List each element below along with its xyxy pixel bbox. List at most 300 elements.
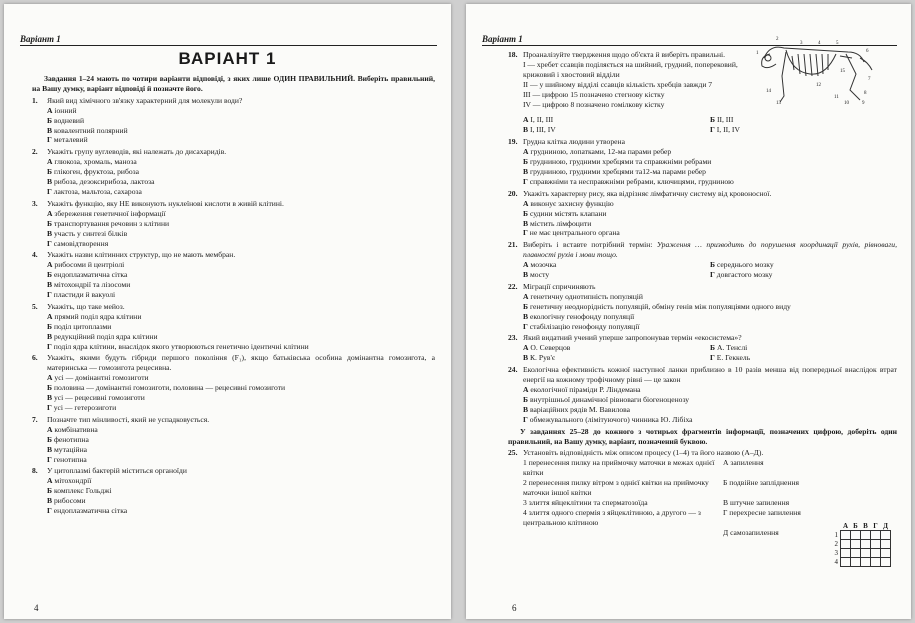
answer-cell[interactable] — [861, 540, 871, 549]
option-text: поділ ядра клітини, внаслідок якого утворюються генетично ідентичні клітини — [53, 341, 309, 351]
answer-cell[interactable] — [861, 549, 871, 558]
question-number: 24. — [508, 365, 518, 375]
option-text: генетичну однотипність популяцій — [530, 291, 643, 301]
option-text: мітохондрії та лізосоми — [53, 280, 131, 290]
option-letter: В — [523, 311, 529, 321]
answer-option[interactable] — [32, 476, 435, 486]
matching-item-right: Б подвійне запліднення — [723, 478, 800, 488]
option-letter: Г — [710, 353, 715, 363]
matching-item-left: 4 злиття одного спермія з яйцеклітиною, а другого — з центральною клітиною — [523, 507, 701, 527]
svg-text:1: 1 — [756, 51, 759, 56]
answer-cell[interactable] — [841, 531, 851, 540]
option-text: варіаційних рядів М. Вавилова — [529, 404, 631, 414]
answer-option[interactable] — [32, 332, 435, 342]
option-letter: Г — [710, 270, 715, 280]
answer-option[interactable] — [508, 167, 897, 177]
question-number: 7. — [32, 414, 38, 424]
answer-option[interactable] — [508, 415, 897, 425]
statement: I — хребет ссавців поділяється на шийний, грудний, поперековий, крижовий і хвостовий відділи — [523, 59, 738, 79]
option-letter: А — [47, 424, 53, 434]
grid-column-label: Г — [873, 522, 878, 530]
answer-option[interactable] — [32, 445, 435, 455]
option-letter: Б — [523, 157, 529, 167]
option-text: К. Рув'є — [529, 353, 556, 363]
option-letter: Г — [47, 454, 52, 464]
option-letter: В — [523, 353, 529, 363]
option-text: усі — домінантні гомозиготи — [54, 373, 149, 383]
answer-option[interactable] — [32, 229, 435, 239]
option-text: грудниною, лопатками, 12-ма парами ребер — [530, 147, 672, 157]
option-text: I, II, III — [530, 115, 554, 125]
option-text: збереження генетичної інформації — [54, 208, 166, 218]
question-text-row — [32, 353, 435, 373]
answer-option[interactable] — [32, 260, 435, 270]
question-text: Який видатний учений уперше запропонував термін «екосистема»? — [523, 333, 742, 343]
option-letter: А — [47, 208, 53, 218]
option-letter: А — [523, 291, 529, 301]
option-letter: А — [47, 311, 53, 321]
option-letter: В — [47, 177, 53, 187]
matching-item-left: 3 злиття яйцеклітини та сперматозоїда — [523, 497, 648, 507]
answer-option[interactable] — [32, 270, 435, 280]
option-text: Е. Геккель — [716, 353, 751, 363]
right-column — [508, 50, 897, 540]
answer-cell[interactable] — [861, 531, 871, 540]
option-letter: А — [523, 343, 529, 353]
option-text: глюкоза, хромаль, манoза — [54, 157, 137, 167]
option-text: металевий — [53, 135, 88, 145]
option-letter: А — [47, 260, 53, 270]
answer-option[interactable] — [32, 496, 435, 506]
option-letter: А — [47, 105, 53, 115]
option-text: мозочка — [530, 260, 557, 270]
option-letter: А — [523, 147, 529, 157]
answer-cell[interactable] — [871, 531, 881, 540]
question — [508, 50, 897, 135]
option-text: I, II, IV — [716, 125, 740, 135]
option-text: поділ цитоплазми — [53, 321, 112, 331]
grid-column-label: А — [842, 522, 849, 530]
matching-item-right: Г перехресне запилення — [723, 507, 801, 517]
svg-text:11: 11 — [834, 95, 839, 100]
option-text: фенотипна — [53, 434, 89, 444]
question-text-row — [508, 282, 897, 292]
option-letter: В — [523, 270, 529, 280]
answer-option[interactable] — [32, 177, 435, 187]
question-text-row — [32, 415, 435, 425]
question — [32, 415, 435, 465]
option-letter: Г — [523, 176, 528, 186]
answer-option[interactable] — [32, 167, 435, 177]
answer-cell[interactable] — [861, 558, 871, 567]
option-letter: В — [523, 218, 529, 228]
svg-text:2: 2 — [776, 37, 779, 42]
matching-item-left: 2 перенесення пилку вітром з однієї квітки на приймочку маточки іншої квітки — [523, 478, 709, 498]
question — [508, 240, 897, 280]
option-text: містить лімфоцити — [529, 218, 592, 228]
answer-option[interactable] — [508, 395, 897, 405]
question-number: 8. — [32, 466, 38, 476]
option-text: усі — рецесивні гомозиготи — [53, 393, 145, 403]
question — [508, 365, 897, 424]
answer-option[interactable] — [32, 312, 435, 322]
option-letter: В — [47, 393, 53, 403]
option-text: не має центрального органа — [529, 228, 620, 238]
grid-row-label: 4 — [834, 558, 838, 566]
option-text: II, III — [716, 115, 734, 125]
option-text: комбінативна — [54, 424, 98, 434]
question-text: Укажіть характерну рису, яка відрізняє лімфатичну систему від кровоносної. — [523, 188, 772, 198]
option-text: екологічну генофонду популяції — [529, 311, 635, 321]
answer-grid — [830, 522, 891, 567]
question — [508, 333, 897, 363]
answer-option[interactable] — [523, 343, 710, 353]
option-letter: Г — [523, 321, 528, 331]
answer-cell[interactable] — [871, 558, 881, 567]
answer-option[interactable] — [32, 383, 435, 393]
question — [32, 250, 435, 300]
answer-cell[interactable] — [851, 549, 861, 558]
question-number: 20. — [508, 188, 518, 198]
question-text-row — [508, 333, 897, 343]
option-text: водневий — [53, 115, 85, 125]
question-text: Який вид хімічного зв'язку характерний для молекули води? — [47, 95, 243, 105]
question-text-row — [508, 189, 897, 199]
option-letter: А — [47, 476, 53, 486]
option-text: грудниною, грудними хребцями та справжніми ребрами — [529, 157, 712, 167]
answer-cell[interactable] — [881, 540, 891, 549]
answer-option[interactable] — [32, 126, 435, 136]
option-letter: В — [47, 331, 53, 341]
option-text: рибосоми — [53, 496, 86, 506]
question-text: Міграції спричиняють — [523, 281, 596, 291]
answer-option[interactable] — [32, 280, 435, 290]
answer-option[interactable] — [508, 199, 897, 209]
answer-option[interactable] — [508, 219, 897, 229]
option-text: обмежувального (лімітуючого) чинника Ю. Лібіха — [529, 414, 693, 424]
question-text-row — [508, 137, 897, 147]
answer-option[interactable] — [710, 353, 897, 363]
answer-option[interactable] — [523, 260, 710, 270]
option-letter: В — [47, 125, 53, 135]
instructions: Завдання 1–24 мають по чотири варіанти відповіді, з яких лише ОДИН ПРАВИЛЬНИЙ. Виберіть правильний, на Вашу думку, варіант відповіді й позначте його. — [32, 74, 435, 93]
answer-option[interactable] — [32, 425, 435, 435]
answer-option[interactable] — [508, 228, 897, 238]
page-number: 6 — [512, 603, 517, 613]
question-number: 5. — [32, 301, 38, 311]
question-text: Екологічна ефективність кожної наступної ланки приблизно в 10 разів менша від попередньої внаслідок втрат енергії на кожному трофічному рівні — це закон — [523, 365, 897, 385]
option-letter: Г — [47, 290, 52, 300]
answer-option[interactable] — [710, 125, 897, 135]
grid-column-label: Д — [883, 522, 888, 530]
answer-option[interactable] — [523, 115, 710, 125]
answer-option[interactable] — [32, 403, 435, 413]
svg-text:5: 5 — [836, 41, 839, 46]
answer-option[interactable] — [32, 290, 435, 300]
page-title: ВАРІАНТ 1 — [178, 49, 277, 68]
option-letter: Б — [710, 343, 716, 353]
answer-option[interactable] — [710, 260, 897, 270]
answer-options — [508, 343, 897, 363]
question-number: 22. — [508, 281, 518, 291]
statement: IV — цифрою 8 позначено гомілкову кістку — [523, 99, 665, 109]
page-header: Варіант 1 — [20, 34, 437, 46]
option-letter: В — [47, 496, 53, 506]
question-text: Позначте тип мінливості, який не успадковується. — [47, 414, 210, 424]
option-letter: В — [47, 444, 53, 454]
option-letter: Г — [47, 403, 52, 412]
answer-cell[interactable] — [851, 531, 861, 540]
option-letter: Б — [523, 394, 529, 404]
option-text: О. Северцов — [530, 343, 571, 353]
answer-option[interactable] — [32, 106, 435, 116]
answer-option[interactable] — [32, 219, 435, 229]
svg-text:8: 8 — [864, 91, 867, 96]
answer-cell[interactable] — [881, 558, 891, 567]
question-text-row — [32, 96, 435, 106]
answer-option[interactable] — [710, 343, 897, 353]
matching-item-left — [523, 528, 723, 538]
question-text: Укажіть групу вуглеводів, які належать до дисахаридів. — [47, 147, 227, 157]
matching-item-left: 1 перенесення пилку на приймочку маточки в межах однієї квітки — [523, 458, 715, 478]
question-text-row — [32, 147, 435, 157]
question-number: 6. — [32, 353, 38, 363]
answer-option[interactable] — [523, 125, 710, 135]
option-letter: В — [47, 228, 53, 238]
answer-option[interactable] — [32, 393, 435, 403]
question-text: Укажіть функцію, яку НЕ виконують нуклеїнові кислоти в живій клітині. — [47, 198, 284, 208]
question — [32, 147, 435, 197]
question-text: Установіть відповідність між описом процесу (1–4) та його назвою (А–Д). — [523, 448, 764, 458]
svg-text:4: 4 — [818, 41, 821, 46]
option-text: глікоген, фруктоза, рибоза — [53, 167, 139, 177]
answer-options — [508, 260, 897, 280]
option-letter: А — [523, 115, 529, 125]
option-text: мітохондрії — [54, 476, 92, 486]
right-page — [466, 4, 911, 619]
answer-option[interactable] — [508, 302, 897, 312]
page-header: Варіант 1 — [482, 34, 897, 46]
option-text: лактоза, мальтоза, сахароза — [53, 186, 142, 196]
option-letter: А — [47, 373, 53, 383]
option-text: мутаційна — [53, 444, 88, 454]
svg-text:12: 12 — [816, 83, 821, 88]
option-letter: Г — [47, 341, 52, 351]
option-letter: Б — [47, 115, 53, 125]
answer-option[interactable] — [32, 239, 435, 249]
option-letter: Г — [710, 125, 715, 135]
answer-cell[interactable] — [841, 540, 851, 549]
option-letter: Г — [47, 186, 52, 196]
statement: III — цифрою 15 позначено стегнову кістку — [523, 89, 665, 99]
svg-text:7: 7 — [868, 77, 871, 82]
page-number: 4 — [34, 603, 39, 613]
answer-option[interactable] — [523, 270, 710, 280]
option-letter: Б — [710, 260, 716, 270]
answer-cell[interactable] — [841, 558, 851, 567]
question-text-row — [508, 50, 897, 60]
option-text: участь у синтезі білків — [53, 228, 128, 238]
option-letter: А — [523, 260, 529, 270]
question-number: 18. — [508, 50, 518, 59]
question-number: 4. — [32, 250, 38, 260]
answer-option[interactable] — [508, 157, 897, 167]
question-text: Укажіть, що таке мейоз. — [47, 301, 125, 311]
option-letter: А — [523, 198, 529, 208]
answer-option[interactable] — [32, 373, 435, 383]
answer-option[interactable] — [710, 270, 897, 280]
grid-column-label: Б — [853, 522, 858, 530]
option-text: пластиди й вакуолі — [53, 290, 116, 300]
question-text-italic: Ураження … призводить до порушення координації рухів, рівноваги, плавності рухів і мови тощо. — [523, 240, 897, 260]
answer-option[interactable] — [508, 322, 897, 332]
answer-cell[interactable] — [851, 540, 861, 549]
option-letter: Б — [47, 434, 53, 444]
option-text: генетичну неоднорідність популяцій, обміну генів між популяціями одного виду — [529, 301, 791, 311]
question-text: У цитоплазмі бактерій міститься органоїди — [47, 466, 187, 476]
answer-cell[interactable] — [881, 549, 891, 558]
option-letter: В — [523, 166, 529, 176]
option-text: екологічної піраміди Р. Ліндемана — [530, 385, 641, 394]
option-text: прямий поділ ядра клітини — [54, 311, 142, 321]
option-text: рибосоми й центріолі — [54, 260, 125, 270]
option-text: мосту — [529, 270, 550, 280]
answer-option[interactable] — [32, 506, 435, 516]
option-text: іонний — [54, 105, 77, 115]
grid-column-label: В — [863, 522, 868, 530]
question-number: 19. — [508, 137, 518, 147]
matching-item-right: Д самозапилення — [723, 527, 779, 537]
svg-text:15: 15 — [840, 69, 845, 74]
option-letter: Б — [47, 383, 53, 393]
option-letter: В — [47, 280, 53, 290]
option-letter: Г — [47, 238, 52, 248]
question-text-row — [508, 365, 897, 385]
option-letter: В — [523, 125, 529, 135]
question-text-row — [508, 448, 897, 458]
option-text: редукційний поділ ядра клітини — [53, 331, 158, 341]
option-letter: Б — [47, 486, 53, 496]
option-letter: Б — [47, 321, 53, 331]
answer-option[interactable] — [508, 177, 897, 187]
option-letter: А — [47, 157, 53, 167]
option-text: внутрішньої динамічної рівноваги біогеноценозу — [529, 394, 690, 404]
question-number: 1. — [32, 95, 38, 105]
grid-row-label: 2 — [834, 540, 838, 548]
question — [508, 137, 897, 187]
answer-cell[interactable] — [851, 558, 861, 567]
answer-option[interactable] — [508, 209, 897, 219]
left-page — [4, 4, 451, 619]
question-text — [523, 240, 897, 260]
grid-row-label: 3 — [834, 549, 838, 557]
question-text: Грудна клітка людини утворена — [523, 137, 625, 147]
option-text: довгастого мозку — [716, 270, 773, 280]
option-text: ендоплазматична сітка — [53, 506, 128, 516]
question-number: 2. — [32, 147, 38, 157]
matching-item-right: А запилення — [723, 458, 764, 468]
question — [32, 199, 435, 249]
answer-option[interactable] — [508, 385, 897, 395]
answer-cell[interactable] — [881, 531, 891, 540]
option-letter: Б — [47, 218, 53, 228]
option-letter: Г — [523, 228, 528, 238]
answer-option[interactable] — [508, 405, 897, 415]
left-column — [32, 74, 435, 518]
answer-option[interactable] — [32, 157, 435, 167]
question — [32, 466, 435, 516]
answer-option[interactable] — [32, 187, 435, 197]
option-text: ковалентний полярний — [53, 125, 128, 135]
answer-option[interactable] — [32, 116, 435, 126]
option-letter: Б — [47, 270, 53, 280]
option-letter: Б — [523, 301, 529, 311]
question-number: 21. — [508, 240, 518, 250]
answer-option[interactable] — [32, 322, 435, 332]
svg-text:9: 9 — [862, 101, 865, 106]
answer-option[interactable] — [32, 209, 435, 219]
answer-option[interactable] — [32, 435, 435, 445]
option-text: середнього мозку — [716, 260, 774, 270]
option-letter: А — [523, 385, 529, 394]
option-text: судини містять клапани — [529, 208, 607, 218]
answer-option[interactable] — [32, 342, 435, 352]
question-number: 23. — [508, 333, 518, 343]
question-text-row — [32, 199, 435, 209]
question-text: Проаналізуйте твердження щодо об'єкта й виберіть правильні. — [523, 50, 726, 59]
question — [508, 189, 897, 239]
option-text: стабілізацію генофонду популяції — [529, 321, 640, 331]
question-text: Укажіть назви клітинних структур, що не мають мембран. — [47, 250, 236, 260]
question-text-row — [32, 302, 435, 312]
section-instructions: У завданнях 25–28 до кожного з чотирьох фрагментів інформації, позначених цифрою, доберіть один правильний, на Вашу думку, варіант, позначений буквою. — [508, 426, 897, 446]
option-letter: Г — [523, 414, 528, 424]
option-text: виконує захисну функцію — [530, 198, 614, 208]
question-text-row — [508, 240, 897, 260]
question — [32, 353, 435, 412]
answer-option[interactable] — [523, 353, 710, 363]
option-letter: Г — [47, 506, 52, 516]
option-text: усі — гетерозиготи — [53, 403, 117, 412]
answer-option[interactable] — [508, 147, 897, 157]
svg-text:3: 3 — [800, 41, 803, 46]
question — [32, 302, 435, 352]
answer-options — [508, 115, 897, 135]
statement: II — у шийному відділі ссавців кількість хребців завжди 7 — [523, 79, 713, 89]
answer-option[interactable] — [32, 455, 435, 465]
answer-cell[interactable] — [871, 540, 881, 549]
answer-cell[interactable] — [871, 549, 881, 558]
option-text: половина — домінантні гомозиготи, половина — рецесивні гомозиготи — [53, 383, 286, 393]
option-text: генотипна — [53, 454, 87, 464]
answer-option[interactable] — [508, 292, 897, 302]
question-text: Укажіть, якими будуть гібриди першого покоління (F₁), якщо батьківська особина домінантна гомозигота, а материнська — гомозигота рецесивна. — [47, 353, 435, 373]
svg-text:14: 14 — [766, 89, 771, 94]
matching-item-right: В штучне запилення — [723, 497, 790, 507]
svg-text:6: 6 — [866, 49, 869, 54]
option-text: комплекс Гольджі — [53, 486, 112, 496]
option-text: I, III, IV — [529, 125, 556, 135]
question-number: 25. — [508, 448, 518, 458]
answer-option[interactable] — [32, 486, 435, 496]
option-text: ендоплазматична сітка — [53, 270, 128, 280]
answer-option[interactable] — [710, 115, 897, 125]
answer-cell[interactable] — [841, 549, 851, 558]
answer-option[interactable] — [32, 135, 435, 145]
question — [508, 282, 897, 332]
answer-option[interactable] — [508, 312, 897, 322]
option-text: рибоза, дезоксирибоза, лактоза — [53, 177, 155, 187]
